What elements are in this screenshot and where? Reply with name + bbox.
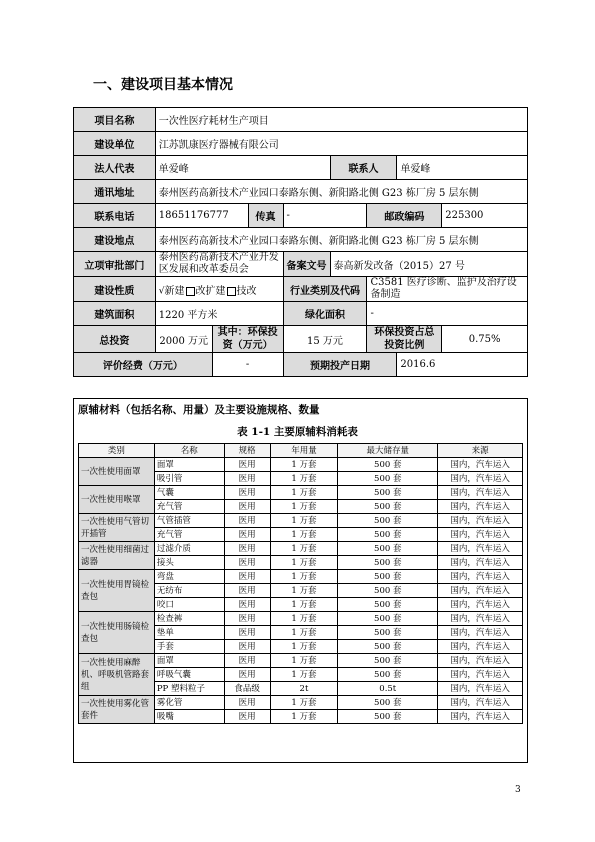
nature-option-renovation: 技改 — [236, 285, 257, 297]
header-annual-usage: 年用量 — [270, 444, 338, 458]
material-name-cell: 检查裤 — [154, 612, 224, 626]
max-storage-cell: 500 套 — [338, 528, 438, 542]
materials-table — [78, 443, 523, 724]
material-name-cell: 无纺布 — [154, 584, 224, 598]
spec-cell: 医用 — [224, 584, 270, 598]
source-cell: 国内，汽车运入 — [438, 710, 523, 724]
area-label: 建筑面积 — [74, 302, 156, 326]
env-invest-label: 其中：环保投资（万元） — [212, 326, 283, 353]
materials-header-row — [79, 444, 523, 458]
source-cell: 国内，汽车运入 — [438, 528, 523, 542]
source-cell: 国内，汽车运入 — [438, 682, 523, 696]
eval-fee-label: 评价经费（万元） — [74, 353, 213, 377]
max-storage-cell: 500 套 — [338, 654, 438, 668]
spec-cell: 医用 — [224, 514, 270, 528]
area-value: 1220 平方米 — [155, 302, 283, 326]
max-storage-cell: 500 套 — [338, 696, 438, 710]
spec-cell: 医用 — [224, 654, 270, 668]
builder-value: 江苏凯康医疗器械有限公司 — [155, 132, 527, 156]
annual-usage-cell: 1 万套 — [270, 584, 338, 598]
material-name-cell: 接头 — [154, 556, 224, 570]
builder-label: 建设单位 — [74, 132, 156, 156]
project-info-table — [73, 107, 528, 377]
table-row — [79, 486, 523, 500]
max-storage-cell: 500 套 — [338, 640, 438, 654]
eval-fee-value: - — [212, 353, 283, 377]
start-date-value: 2016.6 — [397, 353, 528, 377]
category-cell: 一次性使用肠镜检查包 — [79, 612, 155, 654]
spec-cell: 医用 — [224, 710, 270, 724]
material-name-cell: 垫单 — [154, 626, 224, 640]
max-storage-cell: 500 套 — [338, 612, 438, 626]
material-name-cell: PP 塑料粒子 — [154, 682, 224, 696]
material-name-cell: 弯盘 — [154, 570, 224, 584]
material-name-cell: 充气管 — [154, 500, 224, 514]
annual-usage-cell: 1 万套 — [270, 486, 338, 500]
spec-cell: 医用 — [224, 668, 270, 682]
filing-no-label: 备案文号 — [283, 252, 330, 277]
max-storage-cell: 500 套 — [338, 542, 438, 556]
spec-cell: 医用 — [224, 458, 270, 472]
source-cell: 国内，汽车运入 — [438, 654, 523, 668]
material-name-cell: 面罩 — [154, 654, 224, 668]
source-cell: 国内，汽车运入 — [438, 542, 523, 556]
category-cell: 一次性使用雾化管套件 — [79, 696, 155, 724]
annual-usage-cell: 1 万套 — [270, 514, 338, 528]
source-cell: 国内，汽车运入 — [438, 584, 523, 598]
annual-usage-cell: 1 万套 — [270, 472, 338, 486]
source-cell: 国内，汽车运入 — [438, 486, 523, 500]
max-storage-cell: 500 套 — [338, 668, 438, 682]
max-storage-cell: 500 套 — [338, 598, 438, 612]
approval-dept-value: 泰州医药高新技术产业开发区发展和改革委员会 — [155, 252, 283, 277]
source-cell: 国内，汽车运入 — [438, 458, 523, 472]
address-value: 泰州医药高新技术产业园口泰路东侧、新阳路北侧 G23 栋厂房 5 层东侧 — [155, 180, 527, 204]
spec-cell: 医用 — [224, 598, 270, 612]
max-storage-cell: 500 套 — [338, 514, 438, 528]
material-name-cell: 气管插管 — [154, 514, 224, 528]
max-storage-cell: 500 套 — [338, 500, 438, 514]
table-row — [79, 612, 523, 626]
source-cell: 国内，汽车运入 — [438, 696, 523, 710]
max-storage-cell: 500 套 — [338, 710, 438, 724]
site-value: 泰州医药高新技术产业园口泰路东侧、新阳路北侧 G23 栋厂房 5 层东侧 — [155, 228, 527, 252]
project-name-value: 一次性医疗耗材生产项目 — [155, 108, 527, 132]
postcode-value: 225300 — [442, 204, 528, 228]
annual-usage-cell: 1 万套 — [270, 500, 338, 514]
legal-rep-label: 法人代表 — [74, 156, 156, 180]
material-name-cell: 呼吸气囊 — [154, 668, 224, 682]
checkbox-icon — [227, 287, 236, 296]
checkbox-icon — [186, 287, 195, 296]
page-number: 3 — [515, 785, 521, 795]
max-storage-cell: 500 套 — [338, 584, 438, 598]
spec-cell: 医用 — [224, 472, 270, 486]
table-caption: 表 1-1 主要原辅料消耗表 — [237, 426, 358, 438]
nature-label: 建设性质 — [74, 277, 156, 302]
ratio-label: 环保投资占总投资比例 — [367, 326, 442, 353]
annual-usage-cell: 1 万套 — [270, 710, 338, 724]
approval-dept-label: 立项审批部门 — [74, 252, 156, 277]
spec-cell: 医用 — [224, 542, 270, 556]
source-cell: 国内，汽车运入 — [438, 556, 523, 570]
site-label: 建设地点 — [74, 228, 156, 252]
annual-usage-cell: 1 万套 — [270, 528, 338, 542]
industry-label: 行业类别及代码 — [283, 277, 367, 302]
spec-cell: 医用 — [224, 626, 270, 640]
industry-value: C3581 医疗诊断、监护及治疗设备制造 — [367, 277, 528, 302]
spec-cell: 医用 — [224, 696, 270, 710]
category-cell: 一次性使用麻醉机、呼吸机管路套组 — [79, 654, 155, 696]
start-date-label: 预期投产日期 — [283, 353, 397, 377]
material-name-cell: 气囊 — [154, 486, 224, 500]
materials-heading: 原辅材料（包括名称、用量）及主要设施规格、数量 — [78, 404, 320, 416]
spec-cell: 医用 — [224, 612, 270, 626]
material-name-cell: 面罩 — [154, 458, 224, 472]
annual-usage-cell: 1 万套 — [270, 640, 338, 654]
table-row — [79, 542, 523, 556]
nature-option-expansion: 改扩建 — [195, 285, 226, 297]
header-spec: 规格 — [224, 444, 270, 458]
material-name-cell: 充气管 — [154, 528, 224, 542]
category-cell: 一次性使用胃镜检查包 — [79, 570, 155, 612]
address-label: 通讯地址 — [74, 180, 156, 204]
material-name-cell: 过滤介质 — [154, 542, 224, 556]
category-cell: 一次性使用喉罩 — [79, 486, 155, 514]
spec-cell: 医用 — [224, 640, 270, 654]
section-title: 一、建设项目基本情况 — [93, 77, 233, 93]
spec-cell: 食品级 — [224, 682, 270, 696]
filing-no-value: 泰高新发改备（2015）27 号 — [330, 252, 527, 277]
annual-usage-cell: 1 万套 — [270, 542, 338, 556]
source-cell: 国内，汽车运入 — [438, 570, 523, 584]
env-invest-value: 15 万元 — [283, 326, 367, 353]
checkmark-icon: √ — [158, 286, 165, 296]
fax-value: - — [283, 204, 367, 228]
total-invest-label: 总投资 — [74, 326, 156, 353]
annual-usage-cell: 1 万套 — [270, 598, 338, 612]
material-name-cell: 吸嘴 — [154, 710, 224, 724]
annual-usage-cell: 1 万套 — [270, 668, 338, 682]
source-cell: 国内，汽车运入 — [438, 472, 523, 486]
material-name-cell: 雾化管 — [154, 696, 224, 710]
material-name-cell: 手套 — [154, 640, 224, 654]
table-row — [79, 514, 523, 528]
source-cell: 国内，汽车运入 — [438, 500, 523, 514]
category-cell: 一次性使用细菌过滤器 — [79, 542, 155, 570]
table-row — [79, 696, 523, 710]
postcode-label: 邮政编码 — [367, 204, 442, 228]
total-invest-value: 2000 万元 — [155, 326, 212, 353]
annual-usage-cell: 1 万套 — [270, 696, 338, 710]
header-name: 名称 — [154, 444, 224, 458]
source-cell: 国内，汽车运入 — [438, 626, 523, 640]
max-storage-cell: 500 套 — [338, 556, 438, 570]
header-max-storage: 最大储存量 — [338, 444, 438, 458]
spec-cell: 医用 — [224, 500, 270, 514]
annual-usage-cell: 2t — [270, 682, 338, 696]
annual-usage-cell: 1 万套 — [270, 612, 338, 626]
max-storage-cell: 500 套 — [338, 486, 438, 500]
spec-cell: 医用 — [224, 556, 270, 570]
max-storage-cell: 0.5t — [338, 682, 438, 696]
category-cell: 一次性使用气管切开插管 — [79, 514, 155, 542]
max-storage-cell: 500 套 — [338, 626, 438, 640]
table-row — [79, 570, 523, 584]
spec-cell: 医用 — [224, 570, 270, 584]
source-cell: 国内，汽车运入 — [438, 640, 523, 654]
project-name-label: 项目名称 — [74, 108, 156, 132]
source-cell: 国内，汽车运入 — [438, 598, 523, 612]
legal-rep-value: 单爱峰 — [155, 156, 330, 180]
green-value: - — [367, 302, 528, 326]
annual-usage-cell: 1 万套 — [270, 570, 338, 584]
contact-value: 单爱峰 — [397, 156, 528, 180]
annual-usage-cell: 1 万套 — [270, 626, 338, 640]
source-cell: 国内，汽车运入 — [438, 612, 523, 626]
source-cell: 国内，汽车运入 — [438, 668, 523, 682]
annual-usage-cell: 1 万套 — [270, 458, 338, 472]
max-storage-cell: 500 套 — [338, 570, 438, 584]
table-row — [79, 654, 523, 668]
annual-usage-cell: 1 万套 — [270, 556, 338, 570]
spec-cell: 医用 — [224, 528, 270, 542]
header-source: 来源 — [438, 444, 523, 458]
max-storage-cell: 500 套 — [338, 458, 438, 472]
table-row — [79, 458, 523, 472]
nature-options — [155, 277, 283, 302]
material-name-cell: 吸引管 — [154, 472, 224, 486]
spec-cell: 医用 — [224, 486, 270, 500]
source-cell: 国内，汽车运入 — [438, 514, 523, 528]
ratio-value: 0.75% — [442, 326, 528, 353]
contact-label: 联系人 — [330, 156, 397, 180]
material-name-cell: 咬口 — [154, 598, 224, 612]
max-storage-cell: 500 套 — [338, 472, 438, 486]
annual-usage-cell: 1 万套 — [270, 654, 338, 668]
fax-label: 传真 — [248, 204, 283, 228]
phone-label: 联系电话 — [74, 204, 156, 228]
nature-option-new: 新建 — [164, 285, 185, 297]
green-label: 绿化面积 — [283, 302, 367, 326]
category-cell: 一次性使用面罩 — [79, 458, 155, 486]
phone-value: 18651176777 — [155, 204, 248, 228]
header-category: 类别 — [79, 444, 155, 458]
